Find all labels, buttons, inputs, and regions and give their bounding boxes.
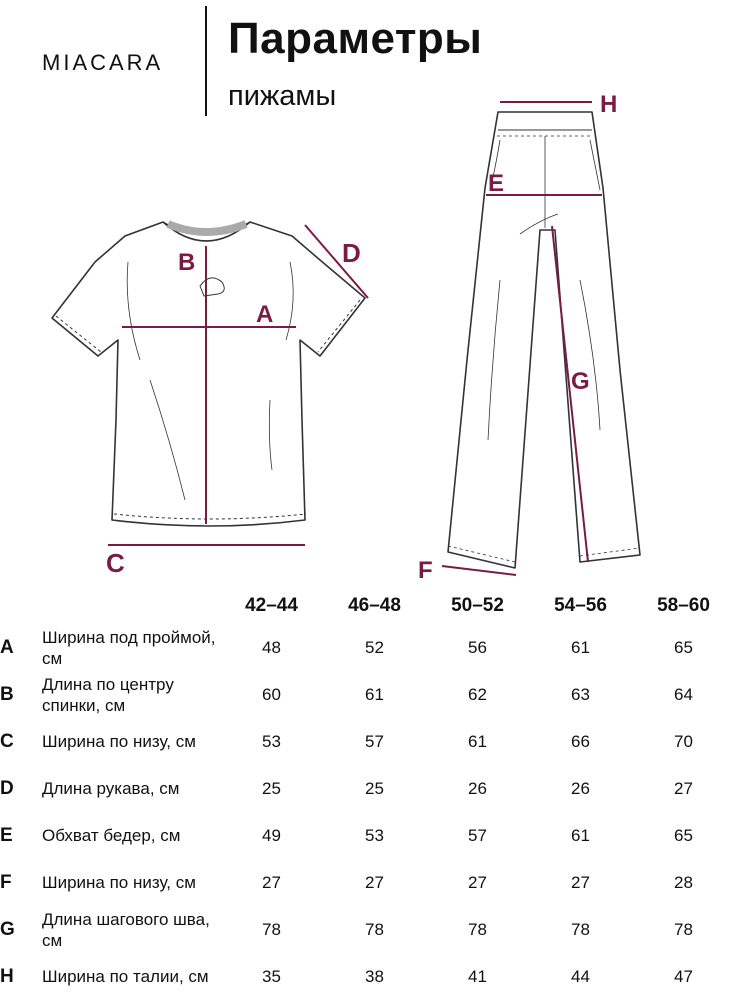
row-value: 27: [262, 872, 281, 892]
size-header: 54–56: [554, 595, 607, 616]
row-value: 38: [365, 966, 384, 986]
row-value: 27: [571, 872, 590, 892]
row-value: 25: [365, 778, 384, 798]
size-header: 46–48: [348, 595, 401, 616]
measure-label-h: H: [600, 91, 618, 118]
row-label: Ширина по низу, см: [42, 732, 196, 751]
row-value: 78: [674, 919, 693, 939]
page-title: Параметры: [228, 14, 483, 63]
row-value: 25: [262, 778, 281, 798]
row-label: Ширина под проймой, см: [42, 627, 216, 668]
row-value: 47: [674, 966, 693, 986]
brand-logo: MIACARA: [42, 50, 164, 75]
size-table: [0, 588, 735, 1000]
table-row: [0, 953, 735, 1000]
measure-label-d: D: [342, 238, 361, 268]
trousers-measure-lines: [442, 102, 602, 575]
row-value: 57: [365, 731, 384, 751]
tshirt-illustration: [52, 222, 365, 526]
trousers-illustration: [448, 112, 640, 568]
row-key: F: [0, 871, 12, 893]
row-value: 57: [468, 825, 487, 845]
size-header: 58–60: [657, 595, 710, 616]
table-row: [0, 671, 735, 718]
row-key: A: [0, 636, 14, 658]
row-value: 53: [365, 825, 384, 845]
row-value: 64: [674, 684, 693, 704]
row-value: 61: [365, 684, 384, 704]
row-label: Длина рукава, см: [42, 779, 180, 798]
row-label: Ширина по низу, см: [42, 873, 196, 892]
row-value: 48: [262, 637, 281, 657]
row-key: E: [0, 824, 13, 846]
row-key: D: [0, 777, 14, 799]
row-value: 78: [571, 919, 590, 939]
table-row: [0, 906, 735, 953]
row-label: Длина по центру спинки, см: [42, 674, 174, 715]
row-value: 56: [468, 637, 487, 657]
row-value: 63: [571, 684, 590, 704]
table-row: [0, 859, 735, 906]
size-header-row: [0, 588, 735, 624]
row-value: 27: [365, 872, 384, 892]
row-value: 26: [571, 778, 590, 798]
row-label: Обхват бедер, см: [42, 826, 181, 845]
tshirt-measure-lines: [108, 225, 368, 545]
table-row: [0, 765, 735, 812]
measure-label-f: F: [418, 557, 433, 584]
row-value: 53: [262, 731, 281, 751]
row-key: H: [0, 965, 14, 987]
row-value: 44: [571, 966, 590, 986]
row-value: 61: [571, 825, 590, 845]
row-value: 60: [262, 684, 281, 704]
row-value: 27: [468, 872, 487, 892]
measure-label-e: E: [488, 170, 505, 197]
row-value: 61: [571, 637, 590, 657]
row-value: 35: [262, 966, 281, 986]
row-key: B: [0, 683, 14, 705]
row-value: 61: [468, 731, 487, 751]
page-subtitle: пижамы: [228, 80, 337, 112]
row-value: 49: [262, 825, 281, 845]
size-header: 50–52: [451, 595, 504, 616]
row-value: 65: [674, 637, 693, 657]
row-value: 65: [674, 825, 693, 845]
row-value: 27: [674, 778, 693, 798]
row-key: G: [0, 918, 15, 940]
row-value: 78: [262, 919, 281, 939]
row-value: 62: [468, 684, 487, 704]
row-value: 70: [674, 731, 693, 751]
row-label: Ширина по талии, см: [42, 967, 209, 986]
row-value: 66: [571, 731, 590, 751]
measure-label-g: G: [571, 368, 590, 395]
row-value: 41: [468, 966, 487, 986]
row-label: Длина шагового шва, см: [42, 909, 210, 950]
row-value: 52: [365, 637, 384, 657]
measure-label-c: C: [106, 548, 125, 578]
table-row: [0, 718, 735, 765]
row-value: 26: [468, 778, 487, 798]
table-row: [0, 812, 735, 859]
measure-label-a: A: [256, 301, 274, 328]
row-value: 78: [468, 919, 487, 939]
row-value: 28: [674, 872, 693, 892]
measure-label-b: B: [178, 249, 196, 276]
size-header: 42–44: [245, 595, 298, 616]
table-row: [0, 624, 735, 671]
row-key: C: [0, 730, 14, 752]
row-value: 78: [365, 919, 384, 939]
